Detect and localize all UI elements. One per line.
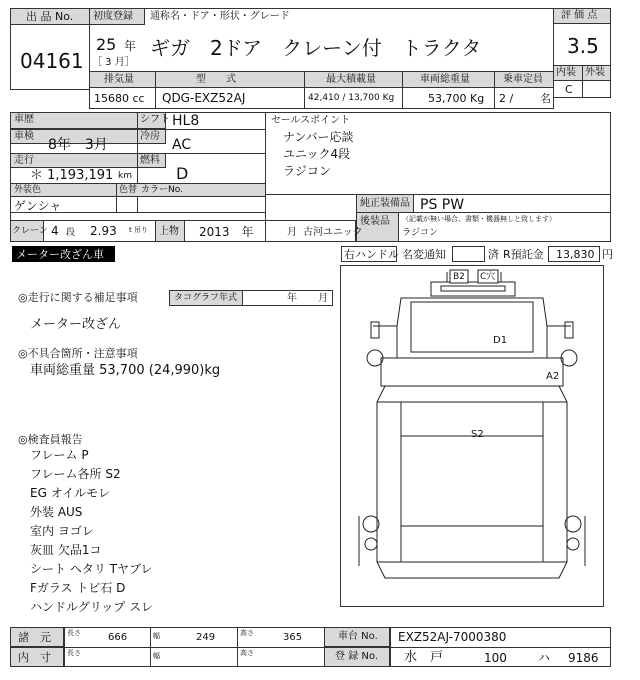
color-change-label: 色替 — [119, 185, 138, 195]
inspector-item: Fガラス トビ石 D — [30, 581, 126, 595]
diagram-mark-b2: B2 — [453, 272, 465, 282]
odometer-tampered-tag: メーター改ざん車 — [12, 246, 115, 262]
fuel: D — [176, 164, 189, 183]
inspector-item: シート ヘタリ Tヤブレ — [30, 562, 153, 576]
crane-label: クレーン — [12, 226, 48, 236]
interior-label: 内装 — [556, 67, 576, 78]
diagram-mark-s2: S2 — [471, 429, 484, 440]
ac-label: 冷房 — [140, 131, 160, 142]
exterior-label: 外装 — [585, 67, 605, 78]
sales-point-1: ナンバー応談 — [283, 130, 354, 144]
reg-number: 9186 — [568, 651, 599, 665]
model: QDG-EXZ52AJ — [162, 91, 246, 105]
length: 666 — [108, 632, 128, 643]
crane-stages-unit: 段 — [66, 228, 76, 238]
spec-label-row — [89, 71, 554, 88]
specs-label: 諸 元 — [18, 631, 51, 644]
vehicle-name: ギガ 2ドア クレーン付 トラクタ — [150, 36, 482, 60]
recycle-tax-label: 済 — [488, 248, 499, 261]
inspector-item: 室内 ヨゴレ — [30, 524, 94, 538]
crane-tons-unit: t 吊り — [129, 226, 148, 234]
exterior-color-label: 外装色 — [14, 185, 42, 195]
color-label-cell — [10, 183, 266, 197]
displacement-label: 排気量 — [104, 74, 134, 85]
shift-label: シフト — [140, 114, 170, 125]
aftermarket-note: （記載が無い場合、書類・機器無しと致します） — [402, 215, 556, 223]
reg-label: 登 録 No. — [335, 651, 378, 662]
width: 249 — [196, 632, 216, 643]
inspector-item: EG オイルモレ — [30, 486, 111, 500]
height-label-2: 高さ — [240, 649, 254, 657]
inspector-item: 外装 AUS — [30, 505, 83, 519]
lot-no-label: 出 品 No. — [26, 10, 74, 23]
capacity-unit: 名 — [540, 92, 551, 105]
first-reg-year-unit: 年 — [124, 39, 137, 53]
reg-area: 水 戸 — [404, 650, 444, 665]
inspector-item: フレーム P — [30, 448, 89, 462]
genuine: PS PW — [420, 197, 465, 213]
diagram-mark-d1: D1 — [493, 335, 508, 346]
length-label: 長さ — [67, 629, 81, 637]
mount-year: 2013 年 — [199, 225, 254, 239]
capacity: 2 / — [499, 92, 514, 105]
recycle-amount: 13,830 — [556, 248, 595, 261]
capacity-label: 乗車定員 — [503, 74, 543, 85]
sales-point-3: ラジコン — [283, 164, 332, 178]
interior-dim-label: 内 寸 — [18, 651, 51, 664]
model-label: 型 式 — [196, 74, 236, 85]
history-label: 車歴 — [14, 114, 34, 125]
max-load-label: 最大積載量 — [326, 74, 376, 85]
first-reg-label: 初度登録 — [93, 11, 133, 22]
rating: 3.5 — [567, 34, 599, 58]
reg-kana: ハ — [538, 651, 551, 665]
mileage: ＊ 1,193,191 — [30, 168, 114, 183]
chassis-label: 車台 No. — [338, 631, 378, 642]
lot-no: 04161 — [20, 49, 84, 73]
height: 365 — [283, 632, 303, 643]
inspection-label: 車検 — [14, 131, 34, 142]
handle: 右ハンドル — [344, 248, 399, 261]
genuine-label: 純正装備品 — [360, 198, 410, 209]
crane-tons: 2.93 — [90, 224, 117, 238]
inspection: 8年 3月 — [48, 137, 108, 153]
inspector-label: ◎検査員報告 — [18, 433, 83, 446]
interior-grade: C — [565, 83, 573, 96]
driving-notes-label: ◎走行に関する補足事項 — [18, 291, 138, 304]
mileage-unit: km — [118, 171, 132, 181]
tachograph-year: 年 — [287, 293, 297, 304]
driving-note: メーター改ざん — [30, 317, 122, 332]
inspector-item: フレーム各所 S2 — [30, 467, 121, 481]
inspector-item: ハンドルグリップ スレ — [30, 600, 154, 614]
displacement: 15680 cc — [94, 92, 145, 105]
crane-stages: 4 — [51, 224, 59, 238]
width-label: 幅 — [153, 632, 160, 640]
first-reg-month: ［ 3 月］ — [92, 57, 135, 68]
vehicle-name-label: 通称名・ドア・形状・グレード — [150, 11, 290, 22]
aftermarket-label: 後装品 — [360, 216, 390, 227]
defect-note: 車両総重量 53,700 (24,990)kg — [30, 363, 221, 378]
mount-month-unit: 月 — [287, 227, 297, 238]
mount-label: 上物 — [159, 226, 179, 237]
diagram-mark-a2: A2 — [546, 371, 560, 382]
sales-point-2: ユニック4段 — [283, 147, 351, 161]
gross-weight: 53,700 Kg — [428, 92, 485, 105]
height-label: 高さ — [240, 629, 254, 637]
fuel-label: 燃料 — [140, 155, 160, 166]
exterior-color: ゲンシャ — [14, 199, 62, 213]
reg-class: 100 — [484, 651, 507, 665]
diagram-mark-c-hole: C穴 — [480, 272, 496, 282]
tachograph-month: 月 — [318, 293, 328, 304]
shift: HL8 — [172, 113, 200, 129]
sales-points-label: セールスポイント — [271, 115, 351, 126]
length-label-2: 長さ — [67, 649, 81, 657]
color-code-label: カラーNo. — [141, 185, 183, 195]
recycle-label: R預託金 — [503, 248, 544, 261]
rating-label: 評 価 点 — [561, 10, 598, 21]
max-load: 42,410 / 13,700 Kg — [308, 93, 395, 103]
mount-maker: 古河ユニック — [303, 227, 363, 238]
inspector-item: 灰皿 欠品1コ — [30, 543, 102, 557]
width-label-2: 幅 — [153, 652, 160, 660]
name-change-cell — [452, 246, 485, 262]
aftermarket: ラジコン — [402, 228, 439, 238]
name-change-label: 名変通知 — [402, 248, 446, 261]
defect-label: ◎不具合箇所・注意事項 — [18, 347, 138, 360]
tachograph-label: タコグラフ年式 — [174, 293, 238, 303]
first-reg-year: 25 — [96, 35, 117, 54]
yen: 円 — [602, 248, 613, 261]
mileage-label: 走行 — [14, 155, 34, 166]
ac: AC — [172, 137, 192, 153]
gross-weight-label: 車両総重量 — [420, 74, 470, 85]
vehicle-diagram — [340, 265, 604, 607]
chassis-number: EXZ52AJ-7000380 — [398, 630, 507, 644]
